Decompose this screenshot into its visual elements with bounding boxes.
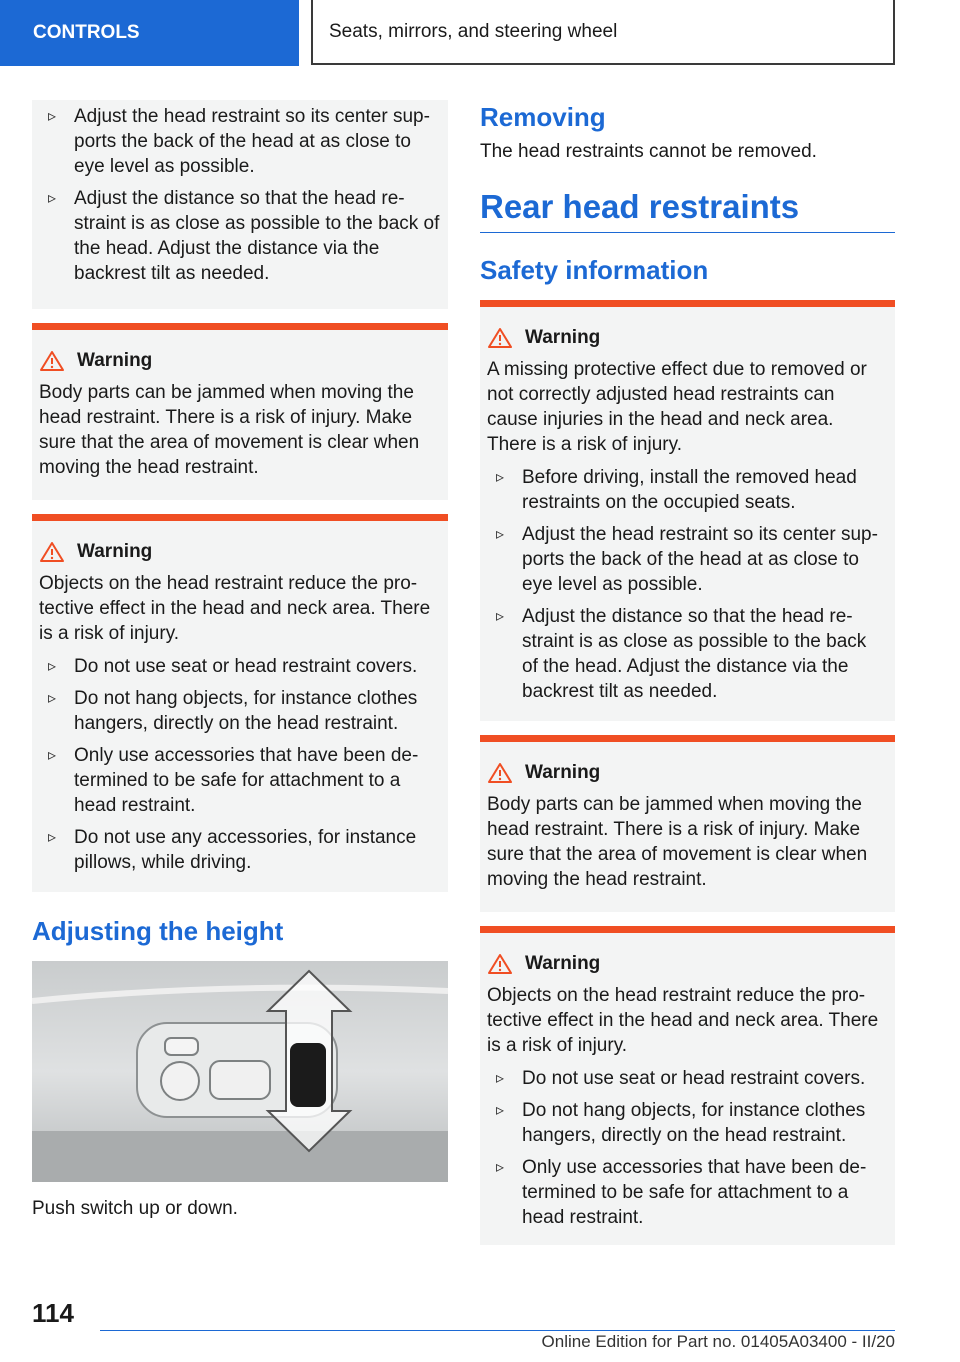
triangle-bullet-icon: ▹: [496, 608, 505, 625]
warning-box: [480, 735, 895, 912]
warning-box: [32, 323, 448, 500]
warning-header: [487, 953, 887, 975]
list-item-text: Adjust the head restraint so its center sup-ports the back of the head at as close to eye level as possible.: [522, 524, 878, 595]
warning-title: Warning: [525, 327, 601, 348]
list-item-text: Only use accessories that have been de-termined to be safe for attachment to a head restraint.: [74, 745, 419, 816]
footer-edition: Online Edition for Part no. 01405A03400 - II/20: [541, 1332, 895, 1351]
list-item-text: Adjust the head restraint so its center sup-ports the back of the head at as close to eye level as possible.: [74, 106, 430, 177]
list-item-text: Do not hang objects, for instance clothes hangers, directly on the head restraint.: [522, 1100, 866, 1146]
triangle-bullet-icon: ▹: [48, 658, 57, 675]
triangle-bullet-icon: ▹: [48, 747, 57, 764]
warning-header: [487, 762, 887, 784]
list-item-text: Do not use seat or head restraint covers.: [74, 656, 418, 677]
list-item: [39, 743, 440, 818]
warning-triangle-icon: [487, 762, 513, 784]
seat-switch-photo: [32, 961, 448, 1182]
section-heading: Safety information: [480, 255, 709, 285]
warning-text: Objects on the head restraint reduce the pro-tective effect in the head and neck area. There is a risk of injury.: [39, 573, 431, 644]
warning-triangle-icon: [487, 327, 513, 349]
page-header-title: Seats, mirrors, and steering wheel: [311, 0, 895, 65]
bullet-list: [487, 465, 887, 704]
warning-title: Warning: [525, 953, 601, 974]
main-heading: Rear head restraints: [480, 188, 895, 233]
triangle-bullet-icon: ▹: [48, 108, 57, 125]
warning-box: [32, 514, 448, 892]
section-tab: CONTROLS: [0, 0, 299, 66]
bullet-list: [39, 104, 440, 286]
warning-text: Body parts can be jammed when moving the head restraint. There is a risk of injury. Make sure that the area of movement is clear when moving the head restraint.: [487, 794, 868, 890]
list-item-text: Only use accessories that have been de-termined to be safe for attachment to a head restraint.: [522, 1157, 867, 1228]
section-heading: Adjusting the height: [32, 916, 284, 946]
list-item-text: Do not use seat or head restraint covers.: [522, 1068, 866, 1089]
bullet-list: [487, 1066, 887, 1230]
warning-header: [39, 350, 440, 372]
page-number: 114: [32, 1298, 74, 1328]
warning-triangle-icon: [39, 350, 65, 372]
warning-triangle-icon: [39, 541, 65, 563]
list-item: [39, 654, 440, 679]
warning-title: Warning: [77, 350, 153, 371]
warning-box: [480, 926, 895, 1245]
warning-header: [487, 327, 887, 349]
list-item: [487, 1155, 887, 1230]
triangle-bullet-icon: ▹: [496, 1159, 505, 1176]
triangle-bullet-icon: ▹: [48, 190, 57, 207]
warning-text: Body parts can be jammed when moving the head restraint. There is a risk of injury. Make sure that the area of movement is clear when moving the head restraint.: [39, 382, 420, 478]
warning-title: Warning: [77, 541, 153, 562]
triangle-bullet-icon: ▹: [496, 1102, 505, 1119]
list-item: [487, 465, 887, 515]
removing-text: The head restraints cannot be removed.: [480, 141, 817, 162]
triangle-bullet-icon: ▹: [496, 526, 505, 543]
list-item: [487, 522, 887, 597]
list-item: [39, 186, 440, 286]
list-item: [487, 1066, 887, 1091]
triangle-bullet-icon: ▹: [496, 469, 505, 486]
list-item-text: Adjust the distance so that the head re-straint is as close as possible to the back of the head. Adjust the distance via the backrest tilt as needed.: [522, 606, 867, 702]
warning-text: A missing protective effect due to removed or not correctly adjusted head restraints can cause injuries in the head and neck area. There is a risk of injury.: [487, 359, 867, 455]
warning-text: Objects on the head restraint reduce the pro-tective effect in the head and neck area. There is a risk of injury.: [487, 985, 879, 1056]
list-item: [39, 686, 440, 736]
list-item-text: Adjust the distance so that the head re-straint is as close as possible to the back of the head. Adjust the distance via the backrest tilt as needed.: [74, 188, 440, 284]
warning-triangle-icon: [487, 953, 513, 975]
list-item-text: Before driving, install the removed head restraints on the occupied seats.: [522, 467, 857, 513]
footer-divider: [100, 1330, 895, 1331]
list-item: [487, 604, 887, 704]
list-item-text: Do not hang objects, for instance clothes hangers, directly on the head restraint.: [74, 688, 418, 734]
bullet-box: [32, 100, 448, 309]
triangle-bullet-icon: ▹: [48, 690, 57, 707]
warning-header: [39, 541, 440, 563]
list-item: [487, 1098, 887, 1148]
right-column: [480, 100, 895, 1245]
section-heading: Removing: [480, 102, 606, 132]
triangle-bullet-icon: ▹: [48, 829, 57, 846]
warning-title: Warning: [525, 762, 601, 783]
list-item-text: Do not use any accessories, for instance pillows, while driving.: [74, 827, 417, 873]
photo-caption: Push switch up or down.: [32, 1198, 238, 1219]
triangle-bullet-icon: ▹: [496, 1070, 505, 1087]
warning-box: [480, 300, 895, 721]
list-item: [39, 825, 440, 875]
bullet-list: [39, 654, 440, 875]
left-column: [32, 100, 448, 1221]
list-item: [39, 104, 440, 179]
